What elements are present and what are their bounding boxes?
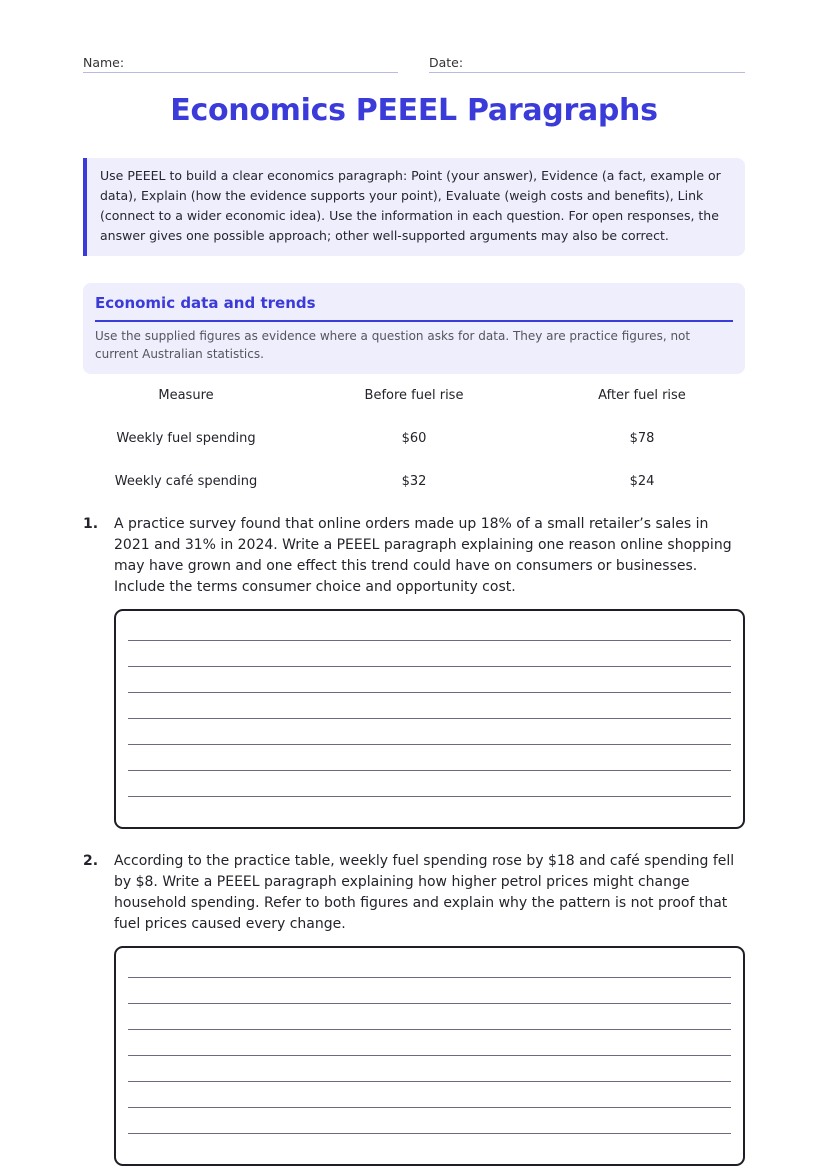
answer-box[interactable] bbox=[114, 946, 745, 1166]
answer-line bbox=[128, 1081, 731, 1082]
question-text: According to the practice table, weekly fuel spending rose by $18 and café spending fell by $8. Write a PEEEL paragraph explaining how higher petrol prices might change household spending. Refer to both figures and explain why the pattern is not proof that fuel prices caused every change. bbox=[114, 853, 735, 932]
table-cell: $32 bbox=[401, 474, 427, 489]
table-header: Measure bbox=[158, 388, 214, 403]
table-cell: $78 bbox=[629, 431, 655, 446]
answer-line bbox=[128, 744, 731, 745]
name-date-row bbox=[83, 52, 745, 74]
table-cell: $24 bbox=[629, 474, 655, 489]
answer-line bbox=[128, 770, 731, 771]
table-header-row bbox=[83, 375, 745, 418]
answer-line bbox=[128, 1107, 731, 1108]
answer-line bbox=[128, 1003, 731, 1004]
table-header: Before fuel rise bbox=[364, 388, 464, 403]
data-section-heading: Economic data and trends bbox=[95, 293, 733, 322]
table-row bbox=[83, 461, 745, 504]
table-cell: $60 bbox=[401, 431, 427, 446]
answer-line bbox=[128, 977, 731, 978]
answer-line bbox=[128, 692, 731, 693]
data-section bbox=[83, 283, 745, 374]
date-field[interactable] bbox=[429, 52, 745, 73]
date-label: Date: bbox=[429, 55, 464, 70]
answer-line bbox=[128, 640, 731, 641]
data-section-note: Use the supplied figures as evidence where a question asks for data. They are practice figures, not current Australian statistics. bbox=[95, 329, 691, 361]
answer-line bbox=[128, 1133, 731, 1134]
table-cell: Weekly café spending bbox=[114, 474, 258, 489]
table-cell: Weekly fuel spending bbox=[116, 431, 256, 446]
answer-line bbox=[128, 718, 731, 719]
name-field[interactable] bbox=[83, 52, 398, 73]
answer-line bbox=[128, 1055, 731, 1056]
answer-line bbox=[128, 796, 731, 797]
answer-box[interactable] bbox=[114, 609, 745, 829]
question-number: 2. bbox=[83, 853, 99, 869]
table-header: After fuel rise bbox=[598, 388, 686, 403]
name-label: Name: bbox=[83, 55, 125, 70]
instructions-panel: Use PEEEL to build a clear economics paragraph: Point (your answer), Evidence (a fact, example or data), Explain (how the evidence supports your point), Evaluate (weigh costs and benefits), Link (connect to a wider economic idea). Use the information in each question. For open responses, the answer gives one possible approach; other well-supported arguments may also be correct. bbox=[83, 158, 745, 256]
question-2 bbox=[83, 851, 745, 1167]
data-table bbox=[83, 375, 745, 504]
question-text: A practice survey found that online orders made up 18% of a small retailer’s sales in 2021 and 31% in 2024. Write a PEEEL paragraph explaining one reason online shopping may have grown and one effect this trend could have on consumers or businesses. Include the terms consumer choice and opportunity cost. bbox=[114, 516, 732, 595]
answer-line bbox=[128, 666, 731, 667]
page-title: Economics PEEEL Paragraphs bbox=[170, 93, 658, 128]
answer-line bbox=[128, 1029, 731, 1030]
question-number: 1. bbox=[83, 516, 99, 532]
table-row bbox=[83, 418, 745, 461]
question-1 bbox=[83, 514, 745, 830]
